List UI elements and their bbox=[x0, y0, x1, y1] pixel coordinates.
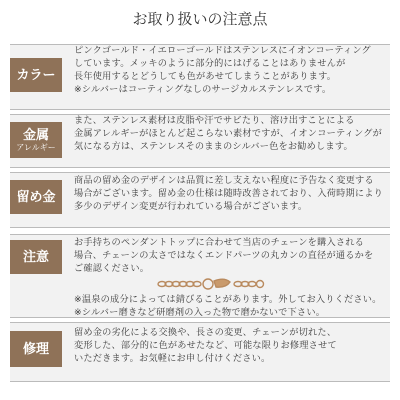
label-allergy-text: 金属 bbox=[22, 127, 49, 143]
text-clasp bbox=[74, 174, 394, 213]
note-line: ※温泉の成分によっては錆びることがあります。外してお入りください。 bbox=[74, 294, 382, 305]
label-caution bbox=[10, 240, 62, 274]
text-line: 気になる方は、ステンレスそのままのシルバー色をお勧めします。 bbox=[74, 141, 353, 152]
label-color-text: カラー bbox=[16, 67, 56, 83]
text-line: 多少のデザイン変更が行われている場合がございます。 bbox=[74, 201, 308, 212]
text-color bbox=[74, 44, 394, 96]
label-allergy bbox=[10, 122, 62, 158]
text-line: 留め金の劣化による交換や、長さの変更、チェーンが切れた、 bbox=[74, 327, 337, 338]
note-line: ※シルバー磨きなど研磨剤の入った物で磨かないで下さい。 bbox=[74, 307, 326, 318]
label-caution-text: 注意 bbox=[22, 249, 49, 265]
text-line: 場合、チェーンの太さではなくエンドパーツの丸カンの直径が通るかを bbox=[74, 250, 374, 261]
text-line: 金属アレルギーがほとんど起こらない素材ですが、イオンコーティングが bbox=[74, 128, 382, 139]
text-line: しています。メッキのように部分的にはげることはありませんが bbox=[74, 58, 346, 69]
text-caution bbox=[74, 236, 394, 319]
text-line: ※シルバーはコーティングなしのサージカルステンレスです。 bbox=[74, 84, 332, 95]
label-clasp-text: 留め金 bbox=[16, 189, 56, 205]
text-repair bbox=[74, 326, 394, 365]
label-repair bbox=[10, 331, 62, 367]
text-line: お手持ちのペンダントトップに合わせて当店のチェーンを購入される bbox=[74, 237, 364, 248]
text-line: 商品の留め金のデザインは品質に差し支えない程度に予告なく変更する bbox=[74, 175, 374, 186]
page-title: お取り扱いの注意点 bbox=[132, 10, 268, 28]
label-repair-text: 修理 bbox=[22, 341, 49, 357]
label-color bbox=[10, 58, 62, 92]
text-line: ご確認ください。 bbox=[74, 263, 150, 274]
label-allergy-subtext: アレルギー bbox=[16, 142, 56, 152]
text-line: 場合がございます。留め金の仕様は随時改善されており、入荷時期により bbox=[74, 188, 384, 199]
label-clasp bbox=[10, 180, 62, 214]
text-line: 変形した、部分的に色があせたなど、可能な限りお修理させて bbox=[74, 340, 337, 351]
text-line: 長年使用するとどうしても色があせてしまうことがあります。 bbox=[74, 71, 337, 82]
text-line: また、ステンレス素材は皮脂や汗でサビたり、溶け出すことによる bbox=[74, 115, 355, 126]
text-allergy bbox=[74, 114, 394, 153]
chain-clasp-icon bbox=[156, 275, 266, 293]
text-line: ピンクゴールド・イエローゴールドはステンレスにイオンコーティング bbox=[74, 45, 371, 56]
text-line: いただきます。お気軽にお申し付けください。 bbox=[74, 353, 271, 364]
